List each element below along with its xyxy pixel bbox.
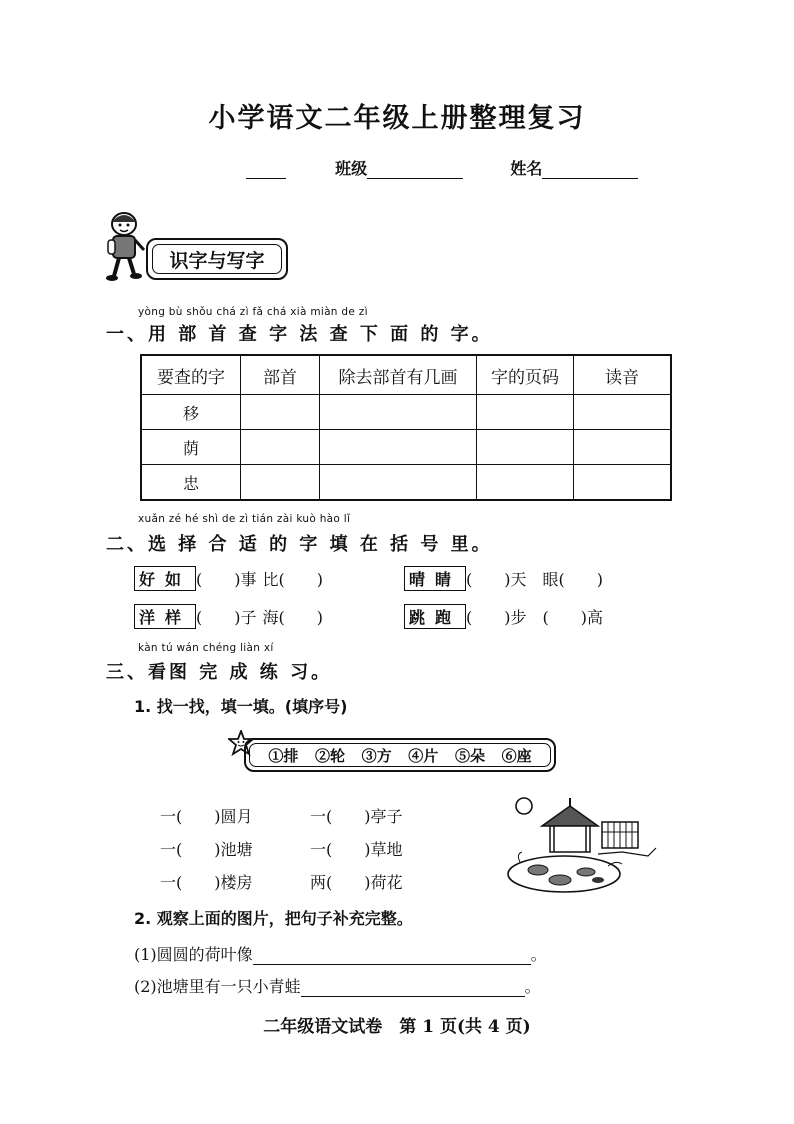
section-badge-label: 识字与写字 <box>152 244 282 274</box>
answer-cell[interactable] <box>241 465 320 501</box>
choice-group <box>134 566 323 591</box>
blank-item[interactable]: 比( ) <box>262 570 324 589</box>
section-badge <box>146 238 288 280</box>
answer-cell[interactable] <box>320 430 477 465</box>
answer-cell[interactable] <box>477 395 574 430</box>
choice-box: 跳跑 <box>404 604 466 629</box>
answer-cell[interactable] <box>574 465 672 501</box>
option-item: ①排 <box>268 746 299 765</box>
fill-item[interactable]: 一( )亭子 <box>310 807 403 826</box>
answer-cell[interactable] <box>574 430 672 465</box>
answer-line[interactable] <box>253 946 531 965</box>
page-title: 小学语文二年级上册整理复习 <box>208 103 586 134</box>
choice-box: 好如 <box>134 566 196 591</box>
answer-cell[interactable] <box>477 430 574 465</box>
blank-item[interactable]: ( )高 <box>542 608 604 627</box>
table-row <box>141 465 671 501</box>
sentence-1 <box>134 942 547 965</box>
choice-group <box>404 604 603 629</box>
option-item: ②轮 <box>314 746 345 765</box>
q1-heading: 一、用 部 首 查 字 法 查 下 面 的 字。 <box>106 324 493 345</box>
sentence-prompt: (1)圆圆的荷叶像 <box>134 945 253 964</box>
answer-cell[interactable] <box>241 430 320 465</box>
answer-cell[interactable] <box>320 465 477 501</box>
char-cell: 荫 <box>141 430 241 465</box>
options-bar <box>244 738 556 772</box>
q3-pinyin: kàn tú wán chéng liàn xí <box>138 642 274 654</box>
choice-box: 洋样 <box>134 604 196 629</box>
table-row <box>141 430 671 465</box>
table-row <box>141 395 671 430</box>
blank-item[interactable]: 眼( ) <box>542 570 604 589</box>
table-header-row <box>141 355 671 395</box>
info-line <box>246 156 638 179</box>
blank-item[interactable]: ( )事 <box>196 570 257 589</box>
option-item: ④片 <box>408 746 439 765</box>
answer-cell[interactable] <box>241 395 320 430</box>
class-label: 班级 <box>335 159 368 178</box>
blank-line[interactable] <box>246 160 286 179</box>
col-header: 部首 <box>241 355 320 395</box>
blank-item[interactable]: 海( ) <box>262 608 324 627</box>
end-mark: 。 <box>530 945 547 964</box>
answer-cell[interactable] <box>477 465 574 501</box>
col-header: 要查的字 <box>141 355 241 395</box>
choice-group <box>404 566 603 591</box>
option-item: ⑥座 <box>501 746 532 765</box>
blank-item[interactable]: ( )步 <box>466 608 527 627</box>
col-header: 读音 <box>574 355 672 395</box>
choice-box: 晴睛 <box>404 566 466 591</box>
answer-line[interactable] <box>301 978 525 997</box>
q3-sub2: 2. 观察上面的图片，把句子补充完整。 <box>134 909 413 928</box>
fill-item[interactable]: 一( )池塘 <box>160 840 253 859</box>
blank-item[interactable]: ( )天 <box>466 570 527 589</box>
answer-cell[interactable] <box>574 395 672 430</box>
fill-item[interactable]: 一( )圆月 <box>160 807 253 826</box>
char-cell: 忠 <box>141 465 241 501</box>
blank-item[interactable]: ( )子 <box>196 608 257 627</box>
class-field[interactable] <box>367 160 463 179</box>
name-field[interactable] <box>542 160 638 179</box>
fill-item[interactable]: 两( )荷花 <box>310 873 403 892</box>
q3-sub1: 1. 找一找，填一填。(填序号) <box>134 697 348 716</box>
lookup-table <box>140 354 672 501</box>
q2-pinyin: xuǎn zé hé shì de zì tián zài kuò hào lǐ <box>138 513 351 525</box>
fill-item[interactable]: 一( )楼房 <box>160 873 253 892</box>
sentence-2 <box>134 974 541 997</box>
student-illustration <box>100 210 148 286</box>
choice-group <box>134 604 323 629</box>
page-footer: 二年级语文试卷 第 1 页(共 4 页) <box>263 1017 531 1037</box>
sentence-prompt: (2)池塘里有一只小青蛙 <box>134 977 301 996</box>
fill-item[interactable]: 一( )草地 <box>310 840 403 859</box>
char-cell: 移 <box>141 395 241 430</box>
q2-heading: 二、选 择 合 适 的 字 填 在 括 号 里。 <box>106 534 493 555</box>
col-header: 除去部首有几画 <box>320 355 477 395</box>
option-item: ③方 <box>361 746 392 765</box>
option-item: ⑤朵 <box>454 746 485 765</box>
pond-scene-illustration <box>498 792 662 896</box>
q1-pinyin: yòng bù shǒu chá zì fǎ chá xià miàn de zì <box>138 306 368 318</box>
q3-heading: 三、看图 完 成 练 习。 <box>106 662 333 683</box>
name-label: 姓名 <box>510 159 543 178</box>
end-mark: 。 <box>524 977 541 996</box>
col-header: 字的页码 <box>477 355 574 395</box>
answer-cell[interactable] <box>320 395 477 430</box>
